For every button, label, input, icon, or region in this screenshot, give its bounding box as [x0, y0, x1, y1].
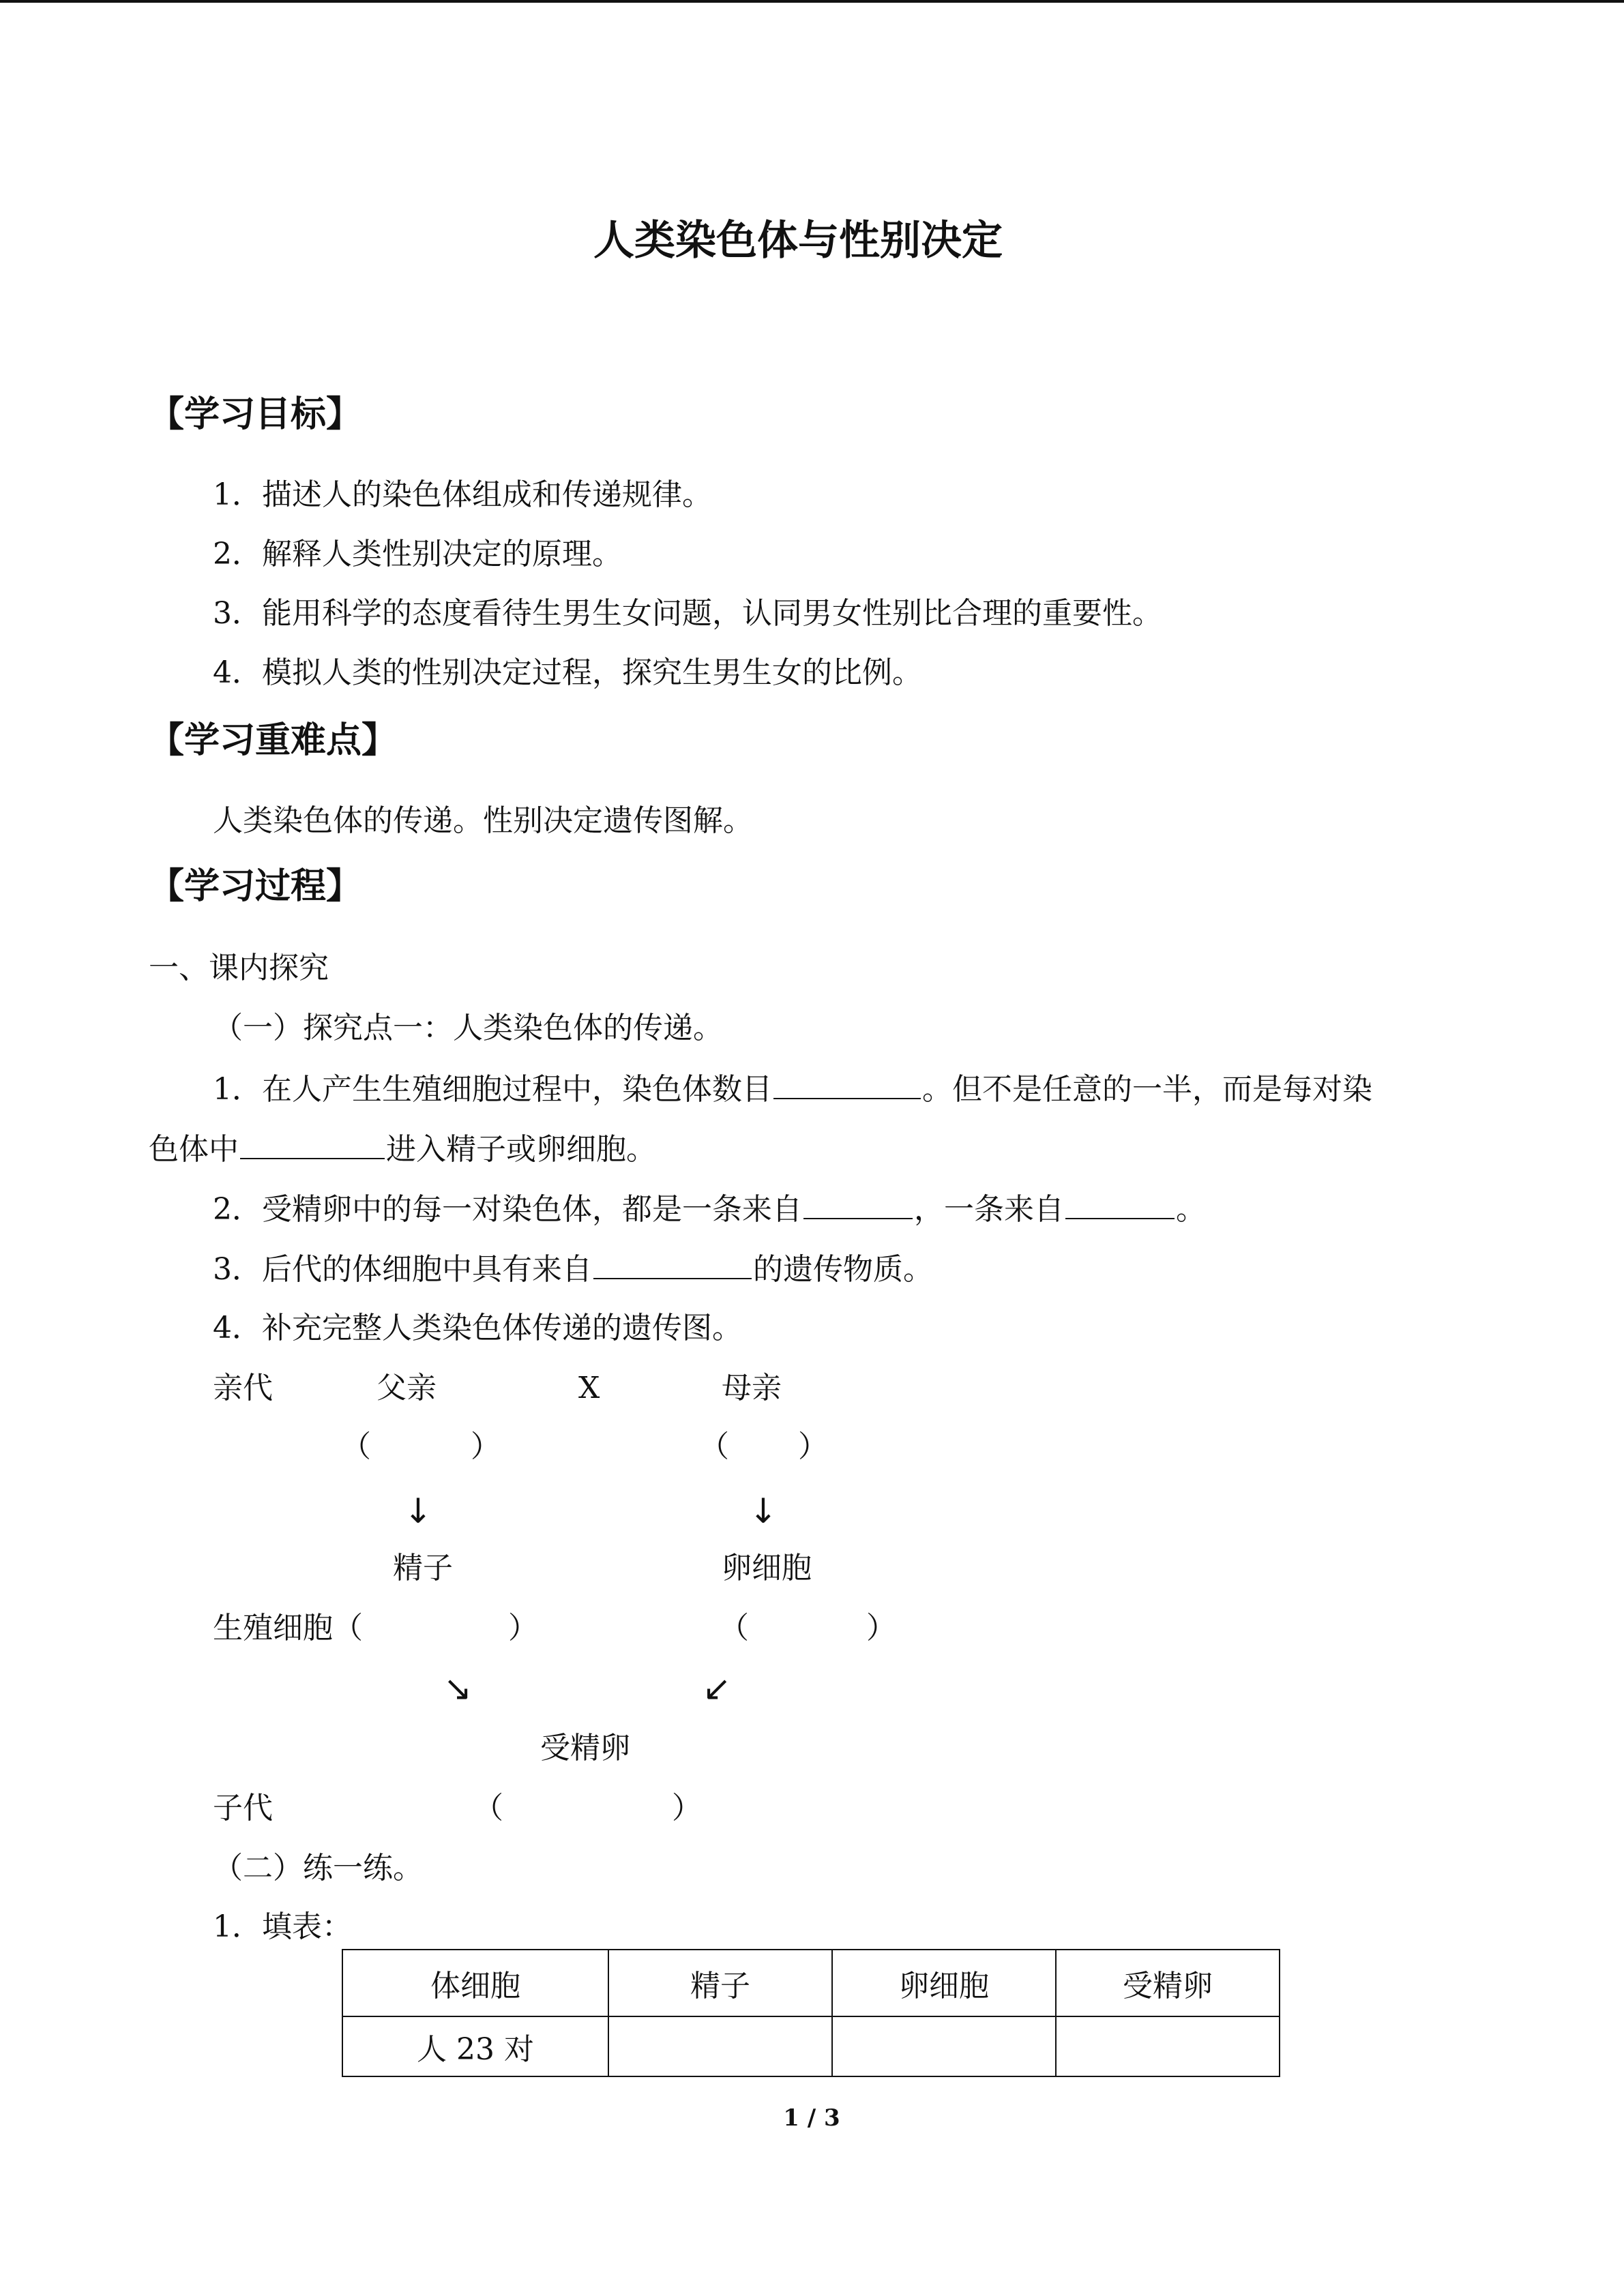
goal-item-3: 3．能用科学的态度看待生男生女问题，认同男女性别比合理的重要性。	[213, 596, 1162, 631]
bracket-close: ）	[866, 1611, 896, 1645]
page-title: 人类染色体与性别决定	[593, 217, 1003, 265]
bracket-open: （	[473, 1791, 503, 1825]
bracket-close: ）	[471, 1429, 501, 1464]
key-points-text: 人类染色体的传递。性别决定遗传图解。	[213, 803, 753, 838]
question-4: 4．补充完整人类染色体传递的遗传图。	[213, 1311, 742, 1345]
chromosome-table	[342, 1949, 1280, 2077]
part-heading: 一、课内探究	[149, 951, 329, 985]
egg-label: 卵细胞	[722, 1551, 812, 1585]
bracket-close: ）	[672, 1791, 702, 1825]
table-cell: 人 23 对	[342, 2016, 608, 2076]
explore-point-heading: （一）探究点一：人类染色体的传递。	[213, 1011, 723, 1045]
section-heading-goals: 【学习目标】	[149, 394, 362, 435]
table-header-cell: 卵细胞	[832, 1950, 1056, 2016]
fill-table-instruction: 1．填表：	[213, 1909, 352, 1944]
table-header-cell: 体细胞	[342, 1950, 608, 2016]
answer-blank[interactable]	[1065, 1191, 1175, 1219]
diagonal-arrow-down-left-icon: ↙	[703, 1669, 731, 1708]
question-2: 2．受精卵中的每一对染色体，都是一条来自 ，一条来自 。	[213, 1192, 1206, 1227]
section-heading-process: 【学习过程】	[149, 866, 362, 907]
question-1-line-1: 1．在人产生生殖细胞过程中，染色体数目 。但不是任意的一半，而是每对染	[213, 1072, 1372, 1107]
top-border	[0, 0, 1624, 3]
question-1-line-2: 色体中 进入精子或卵细胞。	[149, 1132, 656, 1167]
bracket-open: （	[719, 1611, 749, 1645]
question-3: 3．后代的体细胞中具有来自 的遗传物质。	[213, 1252, 933, 1287]
offspring-label: 子代	[213, 1791, 273, 1825]
germ-cell-label: 生殖细胞（	[213, 1611, 363, 1645]
table-cell-answer[interactable]	[832, 2016, 1056, 2076]
section-heading-key-points: 【学习重难点】	[149, 720, 398, 761]
goal-item-2: 2．解释人类性别决定的原理。	[213, 537, 622, 571]
down-arrow-icon: ↓	[404, 1491, 432, 1531]
goal-item-1: 1．描述人的染色体组成和传递规律。	[213, 477, 712, 512]
sperm-label: 精子	[393, 1551, 453, 1585]
table-cell-answer[interactable]	[608, 2016, 832, 2076]
answer-blank[interactable]	[240, 1131, 385, 1159]
father-label: 父亲	[377, 1371, 437, 1405]
zygote-label: 受精卵	[540, 1731, 630, 1765]
practice-heading: （二）练一练。	[213, 1851, 423, 1885]
down-arrow-icon: ↓	[749, 1491, 778, 1531]
table-header-cell: 精子	[608, 1950, 832, 2016]
mother-label: 母亲	[722, 1371, 782, 1405]
answer-blank[interactable]	[803, 1191, 913, 1219]
table-cell-answer[interactable]	[1056, 2016, 1280, 2076]
cross-symbol: X	[578, 1371, 600, 1405]
bracket-open: （	[699, 1429, 729, 1464]
diagonal-arrow-down-right-icon: ↘	[443, 1669, 472, 1708]
bracket-open: （	[341, 1429, 371, 1464]
parent-generation-label: 亲代	[213, 1371, 273, 1405]
goal-item-4: 4．模拟人类的性别决定过程，探究生男生女的比例。	[213, 655, 922, 690]
page-number: 1 / 3	[783, 2104, 840, 2132]
bracket-close: ）	[798, 1429, 828, 1464]
answer-blank[interactable]	[773, 1071, 921, 1099]
answer-blank[interactable]	[593, 1251, 752, 1279]
bracket-close: ）	[508, 1611, 538, 1645]
table-header-cell: 受精卵	[1056, 1950, 1280, 2016]
